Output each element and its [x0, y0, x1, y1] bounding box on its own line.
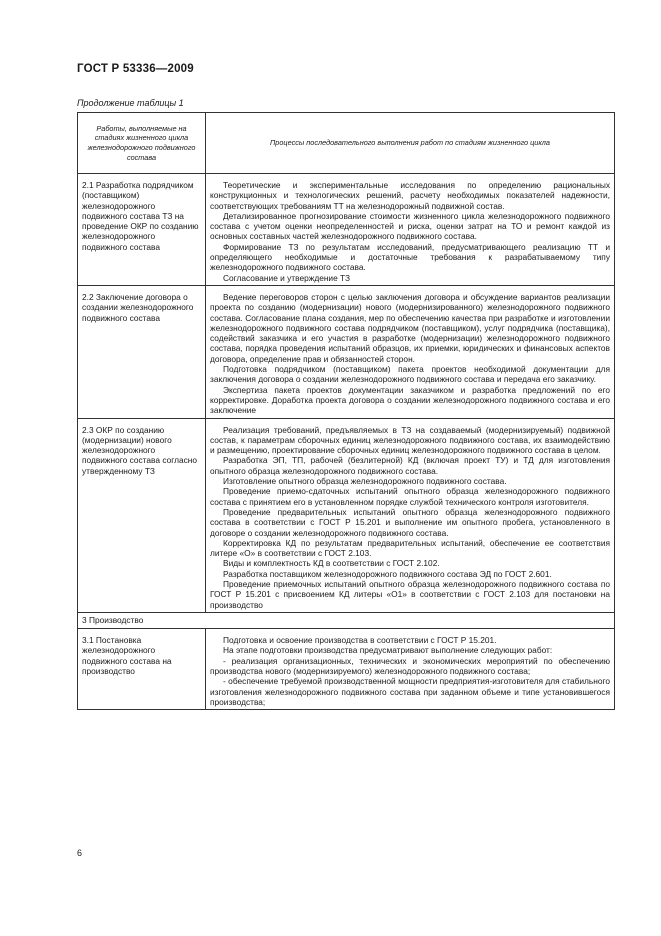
process-paragraph: На этапе подготовки производства предусматривают выполнение следующих работ: — [223, 645, 553, 656]
process-paragraph: Ведение переговоров сторон с целью заключения договора и обсуждение вариантов реализации проекта по созданию (модернизации) нового (модернизированного) железнодорожного подвижного состава. Согласование плана создания, мер по обеспечению качества при разработке и изготовлении железнодорожного подвижного состава подрядчиком (поставщиком), услуг подрядчика (поставщика), содействий заказчика и его участия в разработке (модернизации) железнодорожного подвижного состава, порядка проведения испытаний образцов, их приемки, юридических и финансовых аспектов договора, определение прав и обязанностей сторон. — [210, 291, 610, 364]
column-header-processes: Процессы последовательного выполнения работ по стадиям жизненного цикла — [206, 113, 615, 174]
column-header-works: Работы, выполняемые на стадиях жизненного цикла железнодорожного подвижного состава — [78, 113, 206, 174]
document-title: ГОСТ Р 53336—2009 — [77, 63, 194, 75]
table-row — [78, 285, 615, 418]
process-cell — [206, 418, 615, 612]
section-row — [78, 612, 615, 628]
table-header-row — [78, 113, 615, 174]
process-paragraph: Разработка поставщиком железнодорожного подвижного состава ЭД по ГОСТ 2.601. — [223, 568, 552, 579]
table-continuation-label: Продолжение таблицы 1 — [77, 98, 184, 108]
stage-cell: 2.1 Разработка подрядчиком (поставщиком) железнодорожного подвижного состава ТЗ на проведение ОКР по созданию железнодорожного подвижного состава — [78, 174, 206, 286]
process-paragraph: Экспертиза пакета проектов документации заказчиком и разработка предложений по его корректировке. Доработка проекта договора о создании железнодорожного подвижного состава и его заключение — [210, 384, 610, 416]
process-paragraph: Подготовка и освоение производства в соответствии с ГОСТ Р 15.201. — [223, 635, 497, 646]
stage-cell: 3.1 Постановка железнодорожного подвижного состава на производство — [78, 629, 206, 710]
section-heading: 3 Производство — [78, 612, 615, 628]
process-paragraph: Детализированное прогнозирование стоимости жизненного цикла железнодорожного подвижного состава с учетом оценки неопределенностей и риска, оценки затрат на ТО и ремонт каждой из основных составных частей железнодорожного подвижного состава. — [210, 210, 610, 242]
page-number: 6 — [77, 848, 83, 858]
table-row — [78, 418, 615, 612]
process-cell — [206, 174, 615, 286]
process-paragraph: - реализация организационных, технических и экономических мероприятий по обеспечению производства нового (модернизируемого) железнодорожного подвижного состава; — [210, 655, 610, 677]
table-row — [78, 174, 615, 286]
process-paragraph: Изготовление опытного образца железнодорожного подвижного состава. — [223, 476, 507, 487]
process-paragraph: Согласование и утверждение ТЗ — [223, 272, 351, 283]
process-paragraph: Теоретические и экспериментальные исследования по определению рациональных конструкционных и технологических решений, расчету необходимых показателей надежности, соответствующих требованиям ТТ на железнодорожный подвижной состав. — [210, 180, 610, 211]
process-paragraph: Проведение предварительных испытаний опытного образца железнодорожного подвижного состава в соответствии с ГОСТ Р 15.201 и выполнение им опытного пробега, установленного в договоре о создании железнодорожного подвижного состава. — [210, 506, 610, 538]
process-paragraph: Формирование ТЗ по результатам исследований, предусматривающего реализацию ТТ и определяющего необходимые и достаточные требования к разрабатываемому типу железнодорожного подвижного состава. — [210, 241, 610, 273]
process-cell — [206, 285, 615, 418]
process-paragraph: Корректировка КД по результатам предварительных испытаний, обеспечение ее соответствия литере «О» в соответствии с ГОСТ 2.103. — [210, 537, 610, 559]
stage-cell: 2.3 ОКР по созданию (модернизации) нового железнодорожного подвижного состава согласно утвержденному ТЗ — [78, 418, 206, 612]
process-paragraph: Проведение приемо-сдаточных испытаний опытного образца железнодорожного подвижного состава с принятием его в установленном порядке службой технического контроля изготовителя. — [210, 486, 610, 507]
stage-cell: 2.2 Заключение договора о создании железнодорожного подвижного состава — [78, 285, 206, 418]
process-paragraph: - обеспечение требуемой производственной мощности предприятия-изготовителя для стабильного изготовления железнодорожного подвижного состава при заданном объеме и типе установившегося производства; — [210, 676, 610, 707]
process-paragraph: Разработка ЭП, ТП, рабочей (безлитерной) КД (включая проект ТУ) и ТД для изготовления опытного образца железнодорожного подвижного состава. — [210, 455, 610, 476]
lifecycle-table — [77, 112, 615, 710]
process-paragraph: Проведение приемочных испытаний опытного образца железнодорожного подвижного состава по ГОСТ Р 15.201 с присвоением КД литеры «О1» в соответствии с ГОСТ 2.103 для постановки на производство — [210, 578, 610, 610]
process-paragraph: Подготовка подрядчиком (поставщиком) пакета проектов необходимой документации для заключения договора о создании железнодорожного подвижного состава и передача его заказчику. — [210, 364, 610, 385]
process-paragraph: Реализация требований, предъявляемых в ТЗ на создаваемый (модернизируемый) подвижной состав, к параметрам сборочных единиц железнодорожного подвижного состава, их взаимодействию и размещению, проектирование сборочных единиц железнодорожного подвижного состава в целом. — [210, 424, 610, 456]
process-cell — [206, 629, 615, 710]
process-paragraph: Виды и комплектность КД в соответствии с ГОСТ 2.102. — [223, 558, 440, 569]
table-row — [78, 629, 615, 710]
